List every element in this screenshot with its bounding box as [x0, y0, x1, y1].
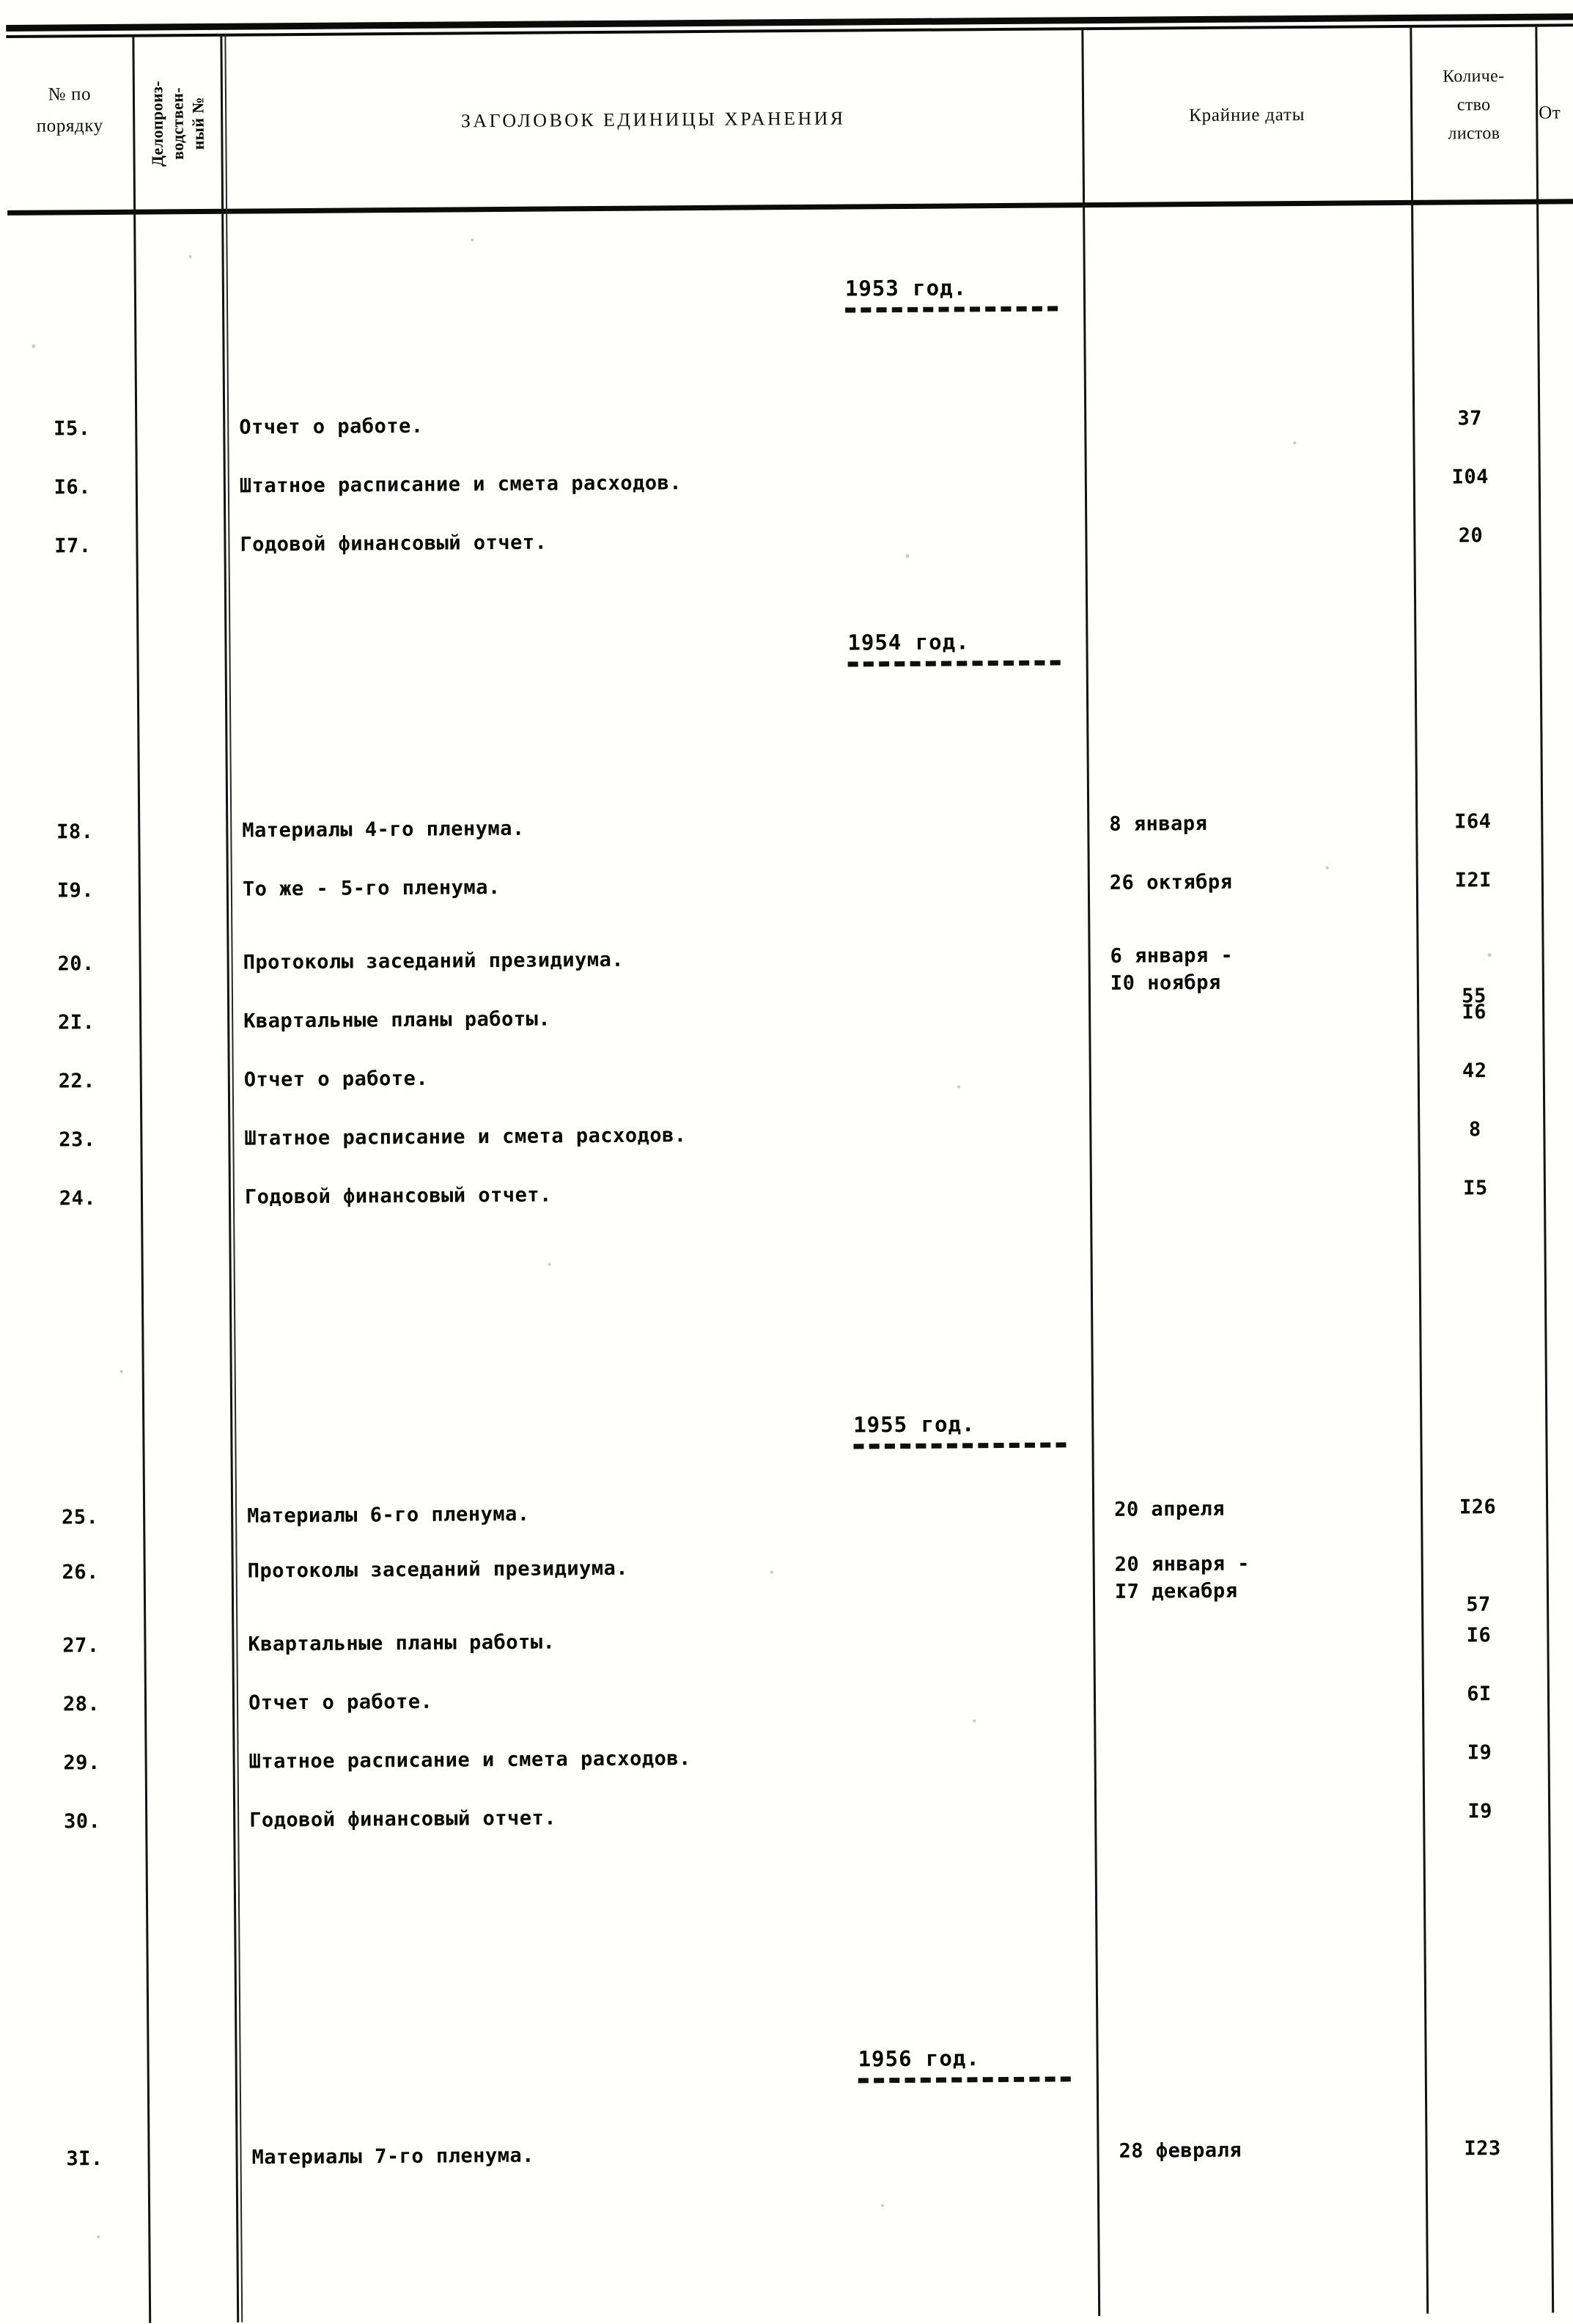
row-sheet-count: 55: [1462, 985, 1487, 1008]
row-sheet-count: I9: [1467, 1800, 1493, 1823]
row-sheet-count: I64: [1454, 810, 1492, 834]
row-sheet-count: I23: [1464, 2137, 1501, 2161]
column-header-order-number: [7, 78, 133, 142]
row-storage-unit-title: Годовой финансовый отчет.: [240, 531, 548, 556]
scan-speck: [120, 1370, 123, 1373]
column-divider-2b: [224, 37, 243, 2323]
row-extreme-dates-line1: 20 января -: [1114, 1552, 1250, 1576]
year-heading-underline: [845, 306, 1058, 312]
scan-speck: [881, 2204, 884, 2207]
scan-speck: [770, 1570, 773, 1573]
row-extreme-dates: [1110, 943, 1403, 995]
row-sheet-count: 57: [1466, 1593, 1491, 1617]
row-order-number: 30.: [63, 1810, 101, 1834]
column-header-sheet-count-line1: Количе-: [1443, 66, 1505, 87]
header-bottom-border: [7, 199, 1573, 216]
scan-speck: [973, 1719, 976, 1722]
row-order-number: I5.: [54, 417, 91, 441]
year-section-heading-text: 1954 год.: [847, 629, 970, 655]
row-order-number: 3I.: [66, 2147, 103, 2171]
year-section-heading: [858, 2045, 1070, 2083]
row-order-number: 28.: [62, 1693, 100, 1716]
scan-speck: [1326, 867, 1329, 869]
column-header-extreme-dates: Крайние даты: [1188, 104, 1305, 126]
row-order-number: 24.: [59, 1187, 97, 1210]
row-extreme-dates: [1119, 2138, 1412, 2163]
row-storage-unit-title: То же - 5-го пленума.: [242, 876, 501, 901]
row-order-number: I7.: [54, 534, 92, 558]
row-storage-unit-title: Годовой финансовый отчет.: [244, 1183, 552, 1209]
column-header-office-number-vertical: [147, 80, 210, 166]
row-sheet-count: I04: [1451, 466, 1489, 489]
row-storage-unit-title: Материалы 4-го пленума.: [242, 817, 525, 842]
column-header-sheet-count-line2: ство: [1456, 95, 1491, 115]
scan-speck: [548, 1263, 551, 1266]
row-sheet-count: I5: [1463, 1177, 1488, 1200]
scan-speck: [957, 1085, 960, 1088]
row-storage-unit-title: Протоколы заседаний президиума.: [247, 1556, 629, 1583]
row-order-number: 2I.: [57, 1011, 95, 1034]
year-section-heading-text: 1956 год.: [858, 2045, 980, 2072]
row-storage-unit-title: Годовой финансовый отчет.: [249, 1806, 557, 1832]
column-divider-4: [1410, 28, 1429, 2314]
scan-speck: [1488, 953, 1492, 957]
column-header-office-number-line3: ный №: [189, 96, 208, 150]
row-order-number: 22.: [58, 1070, 96, 1093]
row-storage-unit-title: Материалы 6-го пленума.: [247, 1502, 530, 1528]
row-extreme-dates: [1114, 1496, 1407, 1521]
row-storage-unit-title: Отчет о работе.: [243, 1067, 429, 1092]
column-header-notes: От: [1539, 103, 1561, 123]
row-sheet-count: 37: [1457, 407, 1483, 430]
row-sheet-count: I2I: [1454, 869, 1492, 892]
year-section-heading-text: 1955 год.: [853, 1411, 976, 1438]
year-heading-underline: [848, 660, 1061, 666]
row-extreme-dates-line2: I7 декабря: [1114, 1579, 1238, 1603]
year-section-heading-text: 1953 год.: [844, 275, 968, 301]
scan-speck: [189, 255, 192, 258]
row-order-number: 20.: [57, 952, 95, 976]
row-storage-unit-title: Штатное расписание и смета расходов.: [244, 1124, 687, 1150]
row-storage-unit-title: Квартальные планы работы.: [243, 1007, 551, 1033]
row-order-number: 25.: [61, 1506, 99, 1529]
row-extreme-dates-line2: I0 ноября: [1110, 971, 1221, 995]
column-header-storage-unit-title: ЗАГОЛОВОК ЕДИНИЦЫ ХРАНЕНИЯ: [460, 107, 846, 132]
row-order-number: 27.: [62, 1634, 100, 1658]
column-header-sheet-count: [1412, 62, 1536, 149]
row-extreme-dates: [1115, 1551, 1408, 1603]
row-storage-unit-title: Отчет о работе.: [248, 1690, 433, 1715]
column-header-office-number: [136, 40, 220, 207]
row-storage-unit-title: Штатное расписание и смета расходов.: [248, 1747, 691, 1773]
scan-speck: [906, 554, 910, 558]
row-sheet-count: I9: [1467, 1741, 1492, 1765]
column-divider-2: [220, 37, 239, 2323]
row-sheet-count: I26: [1459, 1496, 1497, 1519]
year-section-heading: [845, 274, 1058, 312]
row-storage-unit-title: Протоколы заседаний президиума.: [243, 948, 625, 974]
row-sheet-count: 42: [1462, 1059, 1487, 1083]
row-sheet-count: 8: [1468, 1118, 1481, 1141]
row-order-number: I6.: [54, 476, 92, 499]
row-sheet-count: I6: [1466, 1624, 1492, 1647]
year-section-heading: [853, 1411, 1066, 1449]
column-divider-5: [1535, 27, 1554, 2313]
row-extreme-dates: [1110, 869, 1403, 894]
row-sheet-count: I6: [1462, 1001, 1487, 1024]
scan-speck: [32, 345, 35, 348]
row-storage-unit-title: Материалы 7-го пленума.: [251, 2144, 535, 2169]
row-sheet-count: 6I: [1467, 1683, 1492, 1706]
row-storage-unit-title: Квартальные планы работы.: [248, 1630, 556, 1656]
scan-speck: [1293, 441, 1296, 444]
year-heading-underline: [858, 2076, 1071, 2083]
row-order-number: I9.: [56, 879, 95, 902]
scan-speck: [97, 2235, 100, 2238]
row-extreme-dates-line1: 6 января -: [1110, 944, 1234, 968]
row-order-number: 23.: [59, 1128, 96, 1152]
row-extreme-dates: [1109, 811, 1402, 836]
year-heading-underline: [853, 1442, 1066, 1449]
row-order-number: I8.: [56, 820, 94, 844]
row-extreme-dates-line1: 28 февраля: [1119, 2139, 1242, 2163]
row-storage-unit-title: Отчет о работе.: [239, 414, 424, 439]
column-header-sheet-count-line3: листов: [1448, 123, 1500, 144]
column-divider-1: [132, 37, 151, 2323]
row-extreme-dates-line1: 20 апреля: [1114, 1497, 1226, 1521]
row-sheet-count: 20: [1458, 524, 1484, 548]
column-header-order-number-line2: порядку: [36, 115, 103, 136]
row-extreme-dates-line1: 26 октября: [1109, 870, 1233, 894]
column-header-order-number-line1: № по: [48, 84, 92, 105]
column-divider-3: [1081, 30, 1100, 2316]
row-storage-unit-title: Штатное расписание и смета расходов.: [239, 471, 682, 498]
row-order-number: 29.: [63, 1751, 100, 1775]
column-header-office-number-line1: Делопроиз-: [147, 80, 167, 167]
row-extreme-dates-line1: 8 января: [1109, 812, 1208, 836]
year-section-heading: [847, 628, 1060, 666]
row-order-number: 26.: [62, 1561, 99, 1584]
column-header-office-number-line2: водствен-: [168, 87, 188, 160]
scan-speck: [471, 238, 474, 241]
